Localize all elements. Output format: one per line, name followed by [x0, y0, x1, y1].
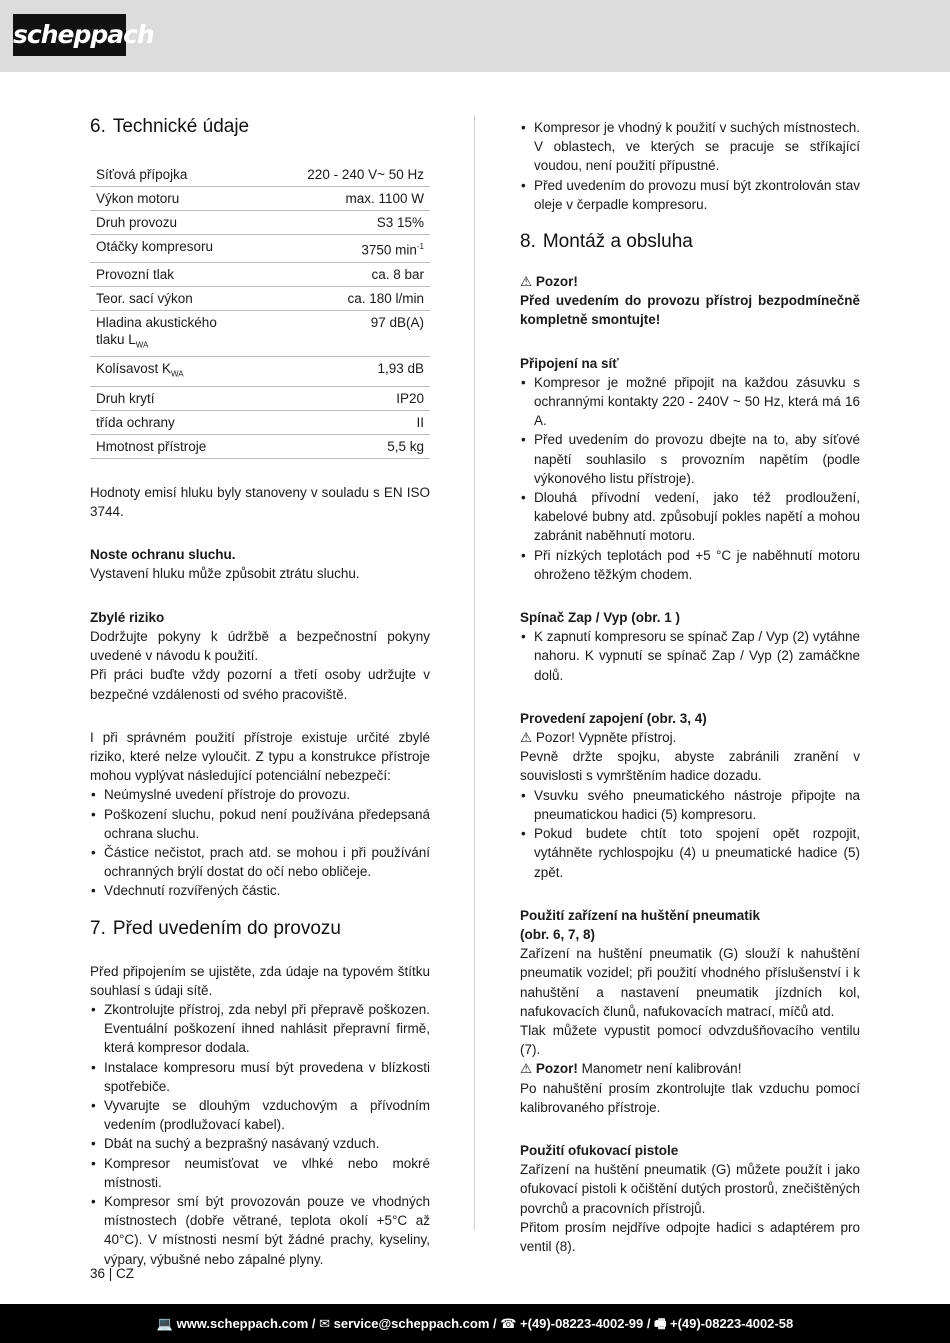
- spec-row: [90, 286, 430, 310]
- spec-row: [90, 310, 430, 357]
- spec-value: ca. 8 bar: [252, 262, 430, 286]
- risk-text-1: Dodržujte pokyny k údržbě a bezpečnostní pokyny uvedené v návodu k použití.: [90, 628, 430, 664]
- s7-intro: Před připojením se ujistěte, zda údaje na typovém štítku souhlasí s údaji sítě.: [90, 963, 430, 998]
- spec-row: [90, 235, 430, 263]
- list-item: • Instalace kompresoru musí být provedena v blízkosti spotřebiče.: [90, 1058, 430, 1096]
- spec-value: ca. 180 l/min: [252, 286, 430, 310]
- spec-label: Teor. sací výkon: [90, 286, 252, 310]
- tyre-text-2: Tlak můžete vypustit pomocí odvzdušňovacího ventilu (7).: [520, 1022, 860, 1058]
- spec-value: 220 - 240 V~ 50 Hz: [252, 163, 430, 187]
- gun-title: Použití ofukovací pistole: [520, 1142, 679, 1158]
- tyre-warning: ⚠ Pozor! Manometr není kalibrován!: [520, 1061, 742, 1077]
- switch-list: [520, 627, 860, 685]
- list-item: • Dlouhá přívodní vedení, jako též prodloužení, kabelové bubny atd. způsobují pokles napětí a mohou zabránit naběhnutí motoru.: [520, 488, 860, 546]
- s7-list: [90, 1000, 430, 1269]
- list-item: • Vyvarujte se dlouhým vzduchovým a přívodním vedením (prodlužovací kabel).: [90, 1096, 430, 1134]
- risk-text-3: I při správném použití přístroje existuje určité zbylé riziko, které nelze vyloučit. Z typu a konstrukce přístroje mohou vyplývat následující potenciální nebezpečí:: [90, 729, 430, 784]
- connect-title: Provedení zapojení (obr. 3, 4): [520, 710, 707, 726]
- spec-value: 5,5 kg: [252, 434, 430, 458]
- tyre-title-figs: (obr. 6, 7, 8): [520, 926, 596, 942]
- hearing-title: Noste ochranu sluchu.: [90, 547, 236, 563]
- spec-value: S3 15%: [252, 211, 430, 235]
- scheppach-logo: scheppach: [13, 14, 126, 56]
- spec-row: [90, 434, 430, 458]
- spec-label: Výkon motoru: [90, 187, 252, 211]
- tyre-title: Použití zařízení na huštění pneumatik: [520, 907, 761, 923]
- mains-title: Připojení na síť: [520, 355, 619, 371]
- mains-list: [520, 373, 860, 584]
- list-item: • Pokud budete chtít toto spojení opět rozpojit, vytáhněte rychlospojku (4) u pneumatické hadice (5) zpět.: [520, 824, 860, 882]
- spec-label: Hmotnost přístroje: [90, 434, 252, 458]
- spec-value: max. 1100 W: [252, 187, 430, 211]
- list-item: • Neúmyslné uvedení přístroje do provozu.: [90, 785, 430, 804]
- page-number: 36 | CZ: [90, 1266, 135, 1281]
- tyre-text-1: Zařízení na huštění pneumatik (G) slouží k nahuštění pneumatik vozidel; při použití vhodného příslušenství i k nahuštění a nastavení pneumatik jízdních kol, nafukovacích člunů, nafukovacích matrací, míčů atd.: [520, 946, 860, 1019]
- connect-list: [520, 786, 860, 882]
- list-item: • K zapnutí kompresoru se spínač Zap / Vyp (2) vytáhne nahoru. K vypnutí se spínač Zap / Vyp (2) zamáčkne dolů.: [520, 627, 860, 685]
- spec-value: 97 dB(A): [252, 310, 430, 357]
- tyre-text-3: Po nahuštění prosím zkontrolujte tlak vzduchu pomocí kalibrovaného přístroje.: [520, 1080, 860, 1115]
- warning-text: Před uvedením do provozu přístroj bezpodmínečně kompletně smontujte!: [520, 293, 860, 328]
- connect-text: Pevně držte spojku, abyste zabránili zranění v souvislosti s vymrštěním hadice dozadu.: [520, 749, 860, 784]
- list-item: • Dbát na suchý a bezprašný nasávaný vzduch.: [90, 1134, 430, 1153]
- list-item: • Při nízkých teplotách pod +5 °C je naběhnutí motoru ohroženo těžkým chodem.: [520, 546, 860, 584]
- list-item: • Kompresor neumisťovat ve vlhké nebo mokré místnosti.: [90, 1154, 430, 1192]
- section-6-heading: 6. Technické údaje: [90, 116, 250, 137]
- list-item: • Poškození sluchu, pokud není používána předepsaná ochrana sluchu.: [90, 805, 430, 843]
- section-8-heading: 8. Montáž a obsluha: [520, 231, 693, 253]
- gun-text-1: Zařízení na huštění pneumatik (G) můžete použít i jako ofukovací pistoli k očištění dutých prostorů, znečištěných povrchů a pracovních přístrojů.: [520, 1162, 860, 1216]
- hearing-text: Vystavení hluku může způsobit ztrátu sluchu.: [90, 566, 360, 582]
- spec-label: Hladina akustického tlaku $L_{WA}$: [90, 310, 252, 357]
- noise-text: Hodnoty emisí hluku byly stanoveny v souladu s EN ISO 3744.: [90, 484, 430, 520]
- section-7-heading: 7. Před uvedením do provozu: [90, 917, 341, 939]
- list-item: • Před uvedením do provozu musí být zkontrolován stav oleje v čerpadle kompresoru.: [520, 176, 860, 214]
- spec-value: IP20: [252, 386, 430, 410]
- risk-title: Zbylé riziko: [90, 609, 165, 625]
- list-item: • Vdechnutí rozvířených částic.: [90, 881, 430, 900]
- spec-row: [90, 386, 430, 410]
- list-item: • Kompresor smí být provozován pouze ve vhodných místnostech (dobře větrané, teplota okolí +5°C až 40°C). V místnosti nesmí být žádné prachy, kyseliny, výpary, výbušné nebo zápalné plyny.: [90, 1192, 430, 1269]
- gun-text-2: Přitom prosím nejdříve odpojte hadici s adaptérem pro ventil (8).: [520, 1219, 860, 1254]
- footer-contact-bar: 💻 www.scheppach.com / ✉ service@scheppach.com / ☎ +(49)-08223-4002-99 / 🖷 +(49)-08223-4002-58: [0, 1304, 950, 1343]
- spec-label: Otáčky kompresoru: [90, 235, 252, 263]
- list-item: • Kompresor je vhodný k použití v suchých místnostech. V oblastech, ve kterých se pracuje se stříkající voudou, není použití přípustné.: [520, 118, 860, 176]
- risk-text-2: Při práci buďte vždy pozorní a třetí osoby udržujte v bezpečné vzdálenosti od svého pracoviště.: [90, 667, 430, 702]
- spec-row: [90, 211, 430, 235]
- specs-table: [90, 163, 430, 459]
- spec-row: [90, 410, 430, 434]
- spec-label: Síťová přípojka: [90, 163, 252, 187]
- spec-row: [90, 357, 430, 387]
- risk-list: [90, 785, 430, 900]
- list-item: • Před uvedením do provozu dbejte na to, aby síťové napětí souhlasilo s provozním napětím (podle výkonového listu přístroje).: [520, 430, 860, 488]
- switch-title: Spínač Zap / Vyp (obr. 1 ): [520, 610, 681, 626]
- spec-label: třída ochrany: [90, 410, 252, 434]
- spec-label: Provozní tlak: [90, 262, 252, 286]
- spec-row: [90, 163, 430, 187]
- list-item: • Zkontrolujte přístroj, zda nebyl při přepravě poškozen. Eventuální poškození ihned nahlásit přepravní firmě, která kompresor dodala.: [90, 1000, 430, 1058]
- spec-value: II: [252, 410, 430, 434]
- list-item: • Kompresor je možné připojit na každou zásuvku s ochrannými kontakty 220 - 240V ~ 50 Hz, která má 16 A.: [520, 373, 860, 431]
- list-item: • Částice nečistot, prach atd. se mohou i při používání ochranných brýlí dostat do očí nebo obličeje.: [90, 843, 430, 881]
- warning-title: ⚠ Pozor!: [520, 274, 578, 290]
- spec-row: [90, 187, 430, 211]
- column-divider: [474, 115, 475, 1230]
- connect-warning: ⚠ Pozor! Vypněte přístroj.: [520, 730, 677, 746]
- top-list: [520, 118, 860, 214]
- spec-label: Kolísavost $K_{WA}$: [90, 357, 252, 387]
- spec-label: Druh provozu: [90, 211, 252, 235]
- spec-value: 1,93 dB: [252, 357, 430, 387]
- list-item: • Vsuvku svého pneumatického nástroje připojte na pneumatickou hadici (5) kompresoru.: [520, 786, 860, 824]
- left-column: [90, 115, 430, 1269]
- header-bar: [0, 0, 950, 72]
- spec-value: 3750 $\min^{-1}$: [252, 235, 430, 263]
- right-column: [520, 118, 860, 1256]
- spec-row: [90, 262, 430, 286]
- spec-label: Druh krytí: [90, 386, 252, 410]
